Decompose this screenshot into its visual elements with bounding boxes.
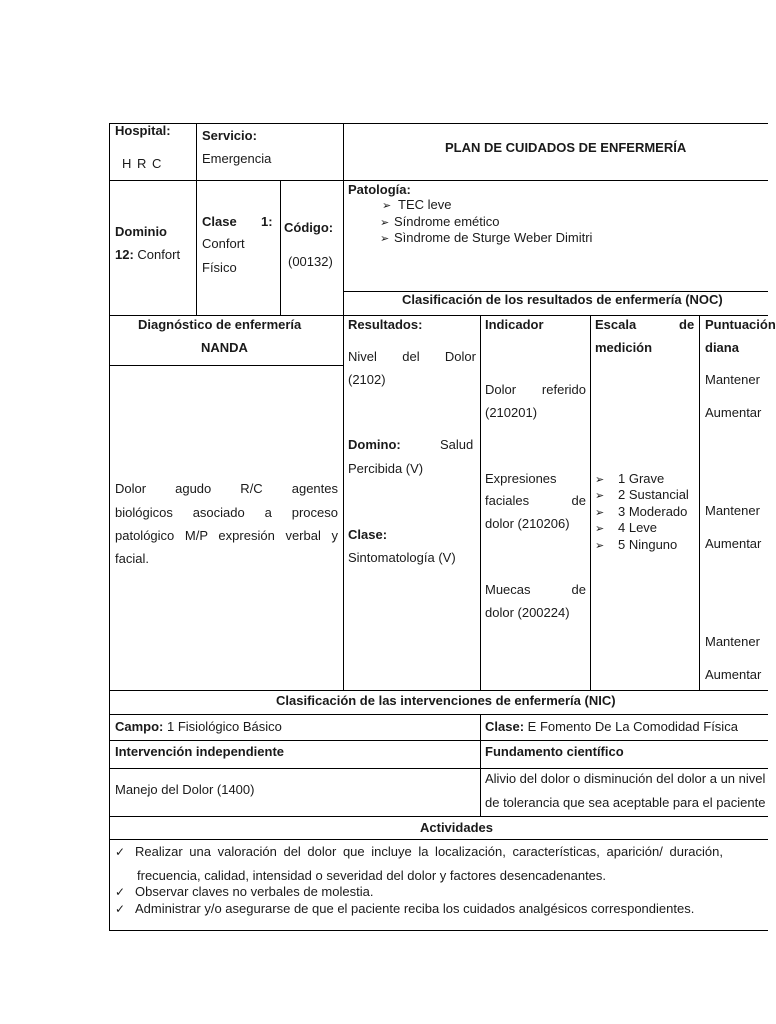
scale-text: 3 Moderado — [618, 504, 688, 519]
arrow-bullet-icon: ➢ — [595, 474, 605, 486]
activity-text: Realizar una valoración del dolor que incluye la localización, características, aparición/ duración, — [135, 844, 723, 859]
diagnosis-text: Dolor agudo R/C agentes — [115, 481, 338, 496]
indicator-text: faciales de — [485, 493, 586, 508]
puntuacion-header-1: Puntuación — [705, 317, 776, 332]
scale-text: 5 Ninguno — [618, 537, 678, 552]
codigo-value: (00132) — [288, 254, 333, 269]
patologia-text: Sìndrome de Sturge Weber Dimitri — [394, 230, 593, 245]
patologia-item — [380, 231, 592, 245]
target-text: Mantener — [705, 372, 760, 387]
clase-value-1: Confort — [202, 236, 245, 251]
servicio-label: Servicio: — [202, 128, 257, 143]
scale-text: 4 Leve — [618, 520, 658, 535]
patologia-label: Patología: — [348, 182, 411, 197]
activity-item — [115, 902, 694, 915]
indicador-header: Indicador — [485, 317, 544, 332]
target-text: Mantener — [705, 503, 760, 518]
table-line-interv-head-top — [109, 740, 768, 741]
table-line-actividades-top — [109, 816, 768, 817]
escala-header-de: de — [679, 317, 695, 332]
resultado-clase-value: Sintomatología (V) — [348, 550, 456, 565]
campo-field — [115, 720, 282, 733]
diagnosis-text: biológicos asociado a proceso — [115, 505, 338, 520]
arrow-bullet-icon: ➢ — [595, 540, 605, 552]
dominio-text: Confort — [137, 247, 181, 262]
indicator-text: Dolor referido — [485, 382, 586, 397]
clase-value-2: Físico — [202, 260, 237, 275]
scale-item — [595, 472, 664, 486]
intervention-value: Manejo del Dolor (1400) — [115, 782, 255, 797]
dominio-label: Dominio — [115, 224, 167, 239]
table-line-col-servicio — [196, 123, 197, 315]
table-line-campo-top — [109, 714, 768, 715]
activity-text: Observar claves no verbales de molestia. — [135, 884, 374, 899]
scale-item — [595, 521, 657, 535]
resultados-header: Resultados: — [348, 317, 423, 332]
diagnosis-header-2: NANDA — [201, 340, 248, 355]
table-line-col-puntuacion — [699, 315, 700, 690]
table-border-bottom — [109, 930, 768, 931]
resultado-text: Nivel del Dolor — [348, 349, 476, 364]
indicator-text: dolor (200224) — [485, 605, 570, 620]
checkmark-icon: ✓ — [115, 885, 126, 899]
target-text: Aumentar — [705, 405, 762, 420]
fundamento-text: de tolerancia que sea aceptable para el paciente — [485, 795, 766, 810]
checkmark-icon: ✓ — [115, 845, 126, 859]
hospital-value: H R C — [122, 156, 163, 171]
activity-item — [115, 885, 373, 898]
patologia-item — [380, 215, 500, 229]
patologia-text: TEC leve — [398, 197, 452, 212]
resultado-dominio-value: Percibida (V) — [348, 461, 424, 476]
scale-item — [595, 538, 677, 552]
checkmark-icon: ✓ — [115, 902, 126, 916]
table-line-interv-body-top — [109, 768, 768, 769]
target-text: Aumentar — [705, 667, 762, 682]
table-line-diag-head-bottom — [109, 365, 343, 366]
activity-text: Administrar y/o asegurarse de que el paciente reciba los cuidados analgésicos correspondientes. — [135, 901, 695, 916]
arrow-bullet-icon: ➢ — [382, 200, 392, 212]
intervention-header: Intervención independiente — [115, 744, 285, 759]
nic-title: Clasificación de las intervenciones de enfermería (NIC) — [276, 693, 616, 708]
campo-label: Campo: — [115, 719, 164, 734]
nic-clase-field — [485, 720, 738, 733]
fundamento-header: Fundamento científico — [485, 744, 624, 759]
hospital-label: Hospital: — [115, 123, 171, 138]
arrow-bullet-icon: ➢ — [595, 490, 605, 502]
escala-header-1: Escala — [595, 317, 637, 332]
scale-item — [595, 488, 689, 502]
patologia-item — [382, 198, 451, 212]
table-line-col-codigo — [280, 180, 281, 315]
arrow-bullet-icon: ➢ — [595, 523, 605, 535]
scale-item — [595, 505, 687, 519]
escala-header-2: medición — [595, 340, 653, 355]
scale-text: 2 Sustancial — [618, 487, 689, 502]
table-line-row2-bottom — [109, 315, 768, 316]
patologia-text: Síndrome emético — [394, 214, 500, 229]
noc-title: Clasificación de los resultados de enfermería (NOC) — [402, 292, 723, 307]
dominio-num: 12: — [115, 247, 134, 262]
indicator-text: (210201) — [485, 405, 538, 420]
activity-item — [115, 845, 723, 858]
activity-item-continued: frecuencia, calidad, intensidad o severidad del dolor y factores desencadenantes. — [137, 868, 607, 883]
diagnosis-header-1: Diagnóstico de enfermería — [138, 317, 302, 332]
table-line-col-nic-right — [480, 714, 481, 816]
table-line-activities-top — [109, 839, 768, 840]
target-text: Mantener — [705, 634, 760, 649]
resultado-clase-label: Clase: — [348, 527, 388, 542]
nic-clase-value: E Fomento De La Comodidad Física — [527, 719, 738, 734]
diagnosis-text: patológico M/P expresión verbal y — [115, 528, 338, 543]
indicator-text: Expresiones — [485, 471, 557, 486]
resultado-dominio-value: Salud — [440, 437, 474, 452]
resultado-dominio-label: Domino: — [348, 437, 401, 452]
codigo-label: Código: — [284, 220, 334, 235]
diagnosis-text: facial. — [115, 551, 149, 566]
nic-clase-label: Clase: — [485, 719, 525, 734]
clase-num: 1: — [261, 214, 273, 229]
puntuacion-header-2: diana — [705, 340, 739, 355]
table-line-col-escala — [590, 315, 591, 690]
resultado-text: (2102) — [348, 372, 386, 387]
table-border-left — [109, 123, 110, 931]
campo-value: 1 Fisiológico Básico — [167, 719, 282, 734]
arrow-bullet-icon: ➢ — [380, 233, 390, 245]
arrow-bullet-icon: ➢ — [595, 507, 605, 519]
indicator-text: Muecas de — [485, 582, 586, 597]
scale-text: 1 Grave — [618, 471, 665, 486]
dominio-value — [115, 248, 180, 261]
actividades-title: Actividades — [420, 820, 493, 835]
page-title: PLAN DE CUIDADOS DE ENFERMERÍA — [445, 140, 687, 155]
clase-label: Clase — [202, 214, 237, 229]
table-line-nic-title-top — [109, 690, 768, 691]
fundamento-text: Alivio del dolor o disminución del dolor a un nivel — [485, 771, 766, 786]
indicator-text: dolor (210206) — [485, 516, 570, 531]
table-border-top — [109, 123, 768, 124]
table-line-row1-bottom — [109, 180, 768, 181]
target-text: Aumentar — [705, 536, 762, 551]
table-line-col-indicador — [480, 315, 481, 690]
arrow-bullet-icon: ➢ — [380, 217, 390, 229]
servicio-value: Emergencia — [202, 151, 272, 166]
table-line-col-main — [343, 123, 344, 690]
